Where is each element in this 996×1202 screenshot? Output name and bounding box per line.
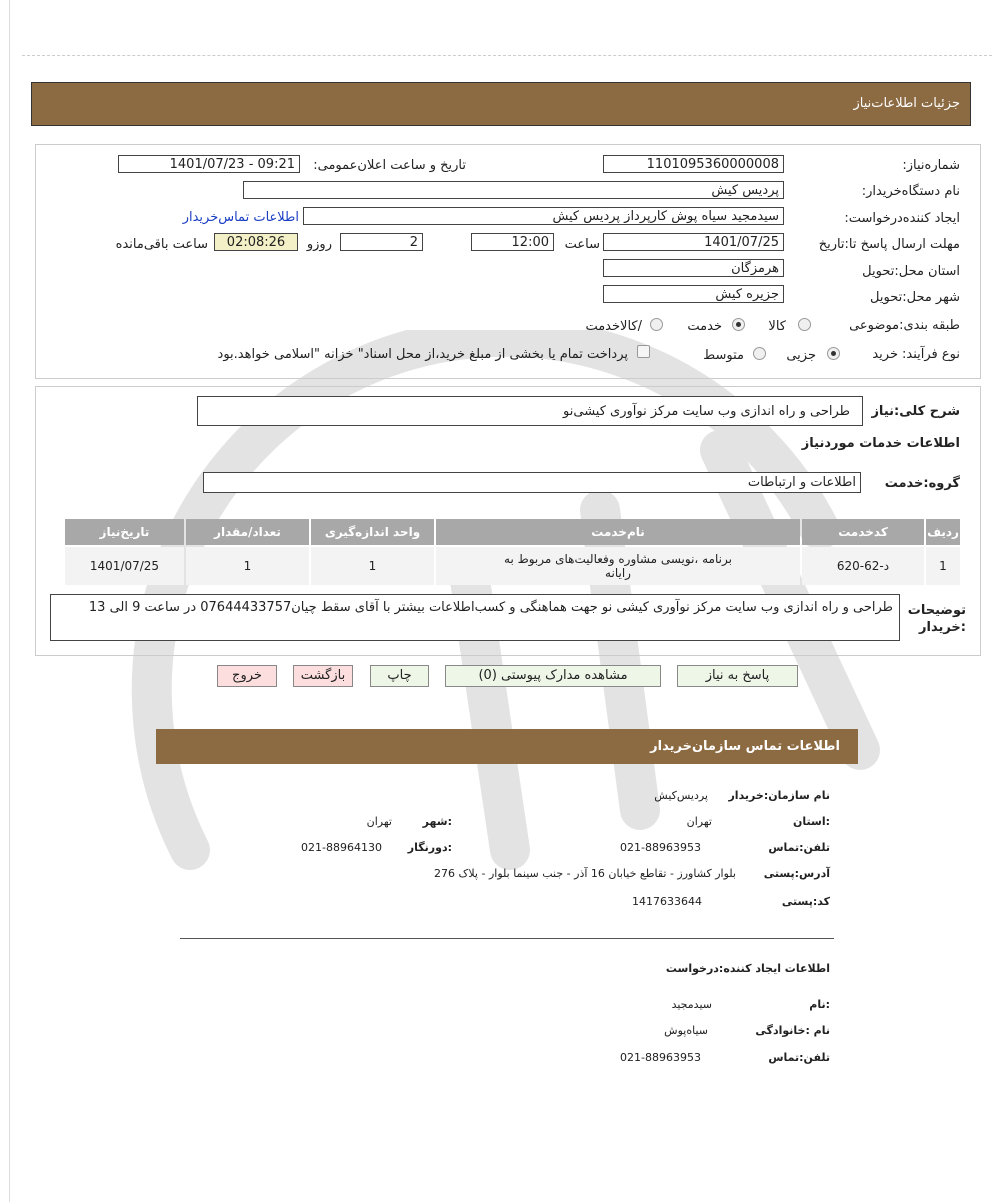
- group-label: گروه:خدمت: [884, 476, 960, 491]
- services-title: اطلاعات خدمات موردنیاز: [801, 436, 960, 451]
- remaining-time-field: 02:08:26: [214, 233, 298, 251]
- process-buy-label: خرید: [872, 347, 898, 362]
- address-value: بلوار کشاورز - تقاطع خیابان 16 آذر - جنب سینما بلوار - پلاک 276: [434, 867, 736, 880]
- group-field: اطلاعات و ارتباطات: [203, 472, 861, 493]
- postal-label: کد:پستی: [781, 895, 830, 908]
- days-label: روزو: [306, 237, 332, 252]
- need-number-label: شماره‌نیاز:: [902, 158, 960, 173]
- table-row: [65, 547, 960, 585]
- deadline-date-field: 1401/07/25: [603, 233, 784, 251]
- buyer-field: پردیس کیش: [243, 181, 784, 199]
- creator-phone-value: 021-88963953: [620, 1051, 701, 1064]
- time-label: ساعت: [564, 237, 600, 252]
- contact-city-label: :شهر: [422, 815, 452, 828]
- creator-family-label: نام :خانوادگی: [755, 1024, 830, 1037]
- category-service-radio[interactable]: [732, 318, 745, 331]
- category-label: طبقه بندی:موضوعی: [849, 318, 960, 333]
- contact-province-label: :استان: [793, 815, 830, 828]
- phone-value: 021-88963953: [620, 841, 701, 854]
- col-date: تاریخ‌نیاز: [65, 519, 184, 545]
- process-medium-label: متوسط: [703, 348, 744, 363]
- creator-label: ایجاد کننده‌درخواست:: [844, 211, 960, 226]
- contact-city-value: تهران: [366, 815, 392, 828]
- category-goods-label: کالا: [768, 319, 786, 334]
- cell-qty: 1: [186, 547, 309, 585]
- creator-family-value: سیاه‌پوش: [664, 1024, 708, 1037]
- need-number-field: 1101095360000008: [603, 155, 784, 173]
- contact-divider: [180, 938, 834, 939]
- buyer-contact-link[interactable]: اطلاعات تماس‌خریدار: [182, 210, 299, 225]
- announce-field: 1401/07/23 - 09:21: [118, 155, 300, 173]
- process-partial-radio[interactable]: [827, 347, 840, 360]
- top-divider: [22, 55, 992, 56]
- table-header-row: [65, 519, 960, 545]
- col-name: نام‌خدمت: [436, 519, 800, 545]
- org-label: نام سازمان:خریدار: [728, 789, 830, 802]
- description-field: طراحی و راه اندازی وب سایت مرکز نوآوری کیشی‌نو: [197, 396, 863, 426]
- org-value: پردیس‌کیش: [654, 789, 708, 802]
- col-unit: واحد اندازه‌گیری: [311, 519, 434, 545]
- page-header-title: جزئیات اطلاعات‌نیاز: [853, 96, 960, 111]
- creator-field: سیدمجید سیاه پوش کارپرداز پردیس کیش: [303, 207, 784, 225]
- reply-button[interactable]: پاسخ به نیاز: [677, 665, 798, 687]
- city-label: شهر محل:تحویل: [870, 290, 960, 305]
- creator-info-title: اطلاعات ایجاد کننده:درخواست: [665, 962, 830, 975]
- back-button[interactable]: بازگشت: [293, 665, 353, 687]
- cell-row: 1: [926, 547, 960, 585]
- postal-value: 1417633644: [632, 895, 702, 908]
- fax-label: :دورنگار: [407, 841, 452, 854]
- remaining-label: ساعت باقی‌مانده: [115, 237, 208, 252]
- cell-date: 1401/07/25: [65, 547, 184, 585]
- fax-value: 021-88964130: [301, 841, 382, 854]
- treasury-payment-note: پرداخت تمام یا بخشی از مبلغ خرید،از محل اسناد" خزانه "اسلامی خواهد.بود: [217, 347, 628, 362]
- contact-header-title: اطلاعات تماس سازمان‌خریدار: [650, 739, 840, 754]
- cell-name: برنامه ،نویسی مشاوره وفعالیت‌های مربوط به رایانه: [436, 547, 800, 585]
- province-label: استان محل:تحویل: [862, 264, 960, 279]
- cell-unit: 1: [311, 547, 434, 585]
- category-service-label: خدمت: [687, 319, 722, 334]
- process-partial-label: جزیی: [786, 348, 816, 363]
- services-table: [63, 517, 962, 587]
- creator-name-label: :نام: [809, 998, 830, 1011]
- page-header: [31, 82, 971, 126]
- attachments-button[interactable]: مشاهده مدارک پیوستی (0): [445, 665, 661, 687]
- buyer-label: نام دستگاه‌خریدار:: [861, 184, 960, 199]
- deadline-time-field: 12:00: [471, 233, 554, 251]
- city-field: جزیره کیش: [603, 285, 784, 303]
- cell-code: د-62-620: [802, 547, 924, 585]
- deadline-label: مهلت ارسال پاسخ تا:تاریخ: [818, 237, 960, 252]
- province-field: هرمزگان: [603, 259, 784, 277]
- col-code: کدخدمت: [802, 519, 924, 545]
- category-both-label: /کالاخدمت: [585, 319, 642, 334]
- treasury-payment-checkbox[interactable]: [637, 345, 650, 358]
- address-label: آدرس:پستی: [763, 867, 830, 880]
- col-qty: تعداد/مقدار: [186, 519, 309, 545]
- process-medium-radio[interactable]: [753, 347, 766, 360]
- category-both-radio[interactable]: [650, 318, 663, 331]
- phone-label: تلفن:تماس: [768, 841, 830, 854]
- exit-button[interactable]: خروج: [217, 665, 277, 687]
- creator-name-value: سیدمجید: [671, 998, 712, 1011]
- creator-phone-label: تلفن:تماس: [768, 1051, 830, 1064]
- buyer-notes-field: طراحی و راه اندازی وب سایت مرکز نوآوری کیشی نو جهت هماهنگی و کسب‌اطلاعات بیشتر با آقای سقط چیان07644433757 در ساعت 9 الی 13: [50, 594, 900, 641]
- print-button[interactable]: چاپ: [370, 665, 429, 687]
- description-label: شرح کلی:نیاز: [871, 404, 960, 419]
- process-label: نوع فرآیند:: [902, 347, 960, 362]
- days-field: 2: [340, 233, 423, 251]
- announce-label: تاریخ و ساعت اعلان‌عمومی:: [313, 158, 466, 173]
- category-goods-radio[interactable]: [798, 318, 811, 331]
- need-info-panel: [35, 144, 981, 379]
- left-border: [9, 0, 10, 1202]
- contact-header: [156, 729, 858, 764]
- contact-province-value: تهران: [686, 815, 712, 828]
- col-row: ردیف: [926, 519, 960, 545]
- buyer-notes-label: توضیحات :خریدار: [907, 603, 966, 635]
